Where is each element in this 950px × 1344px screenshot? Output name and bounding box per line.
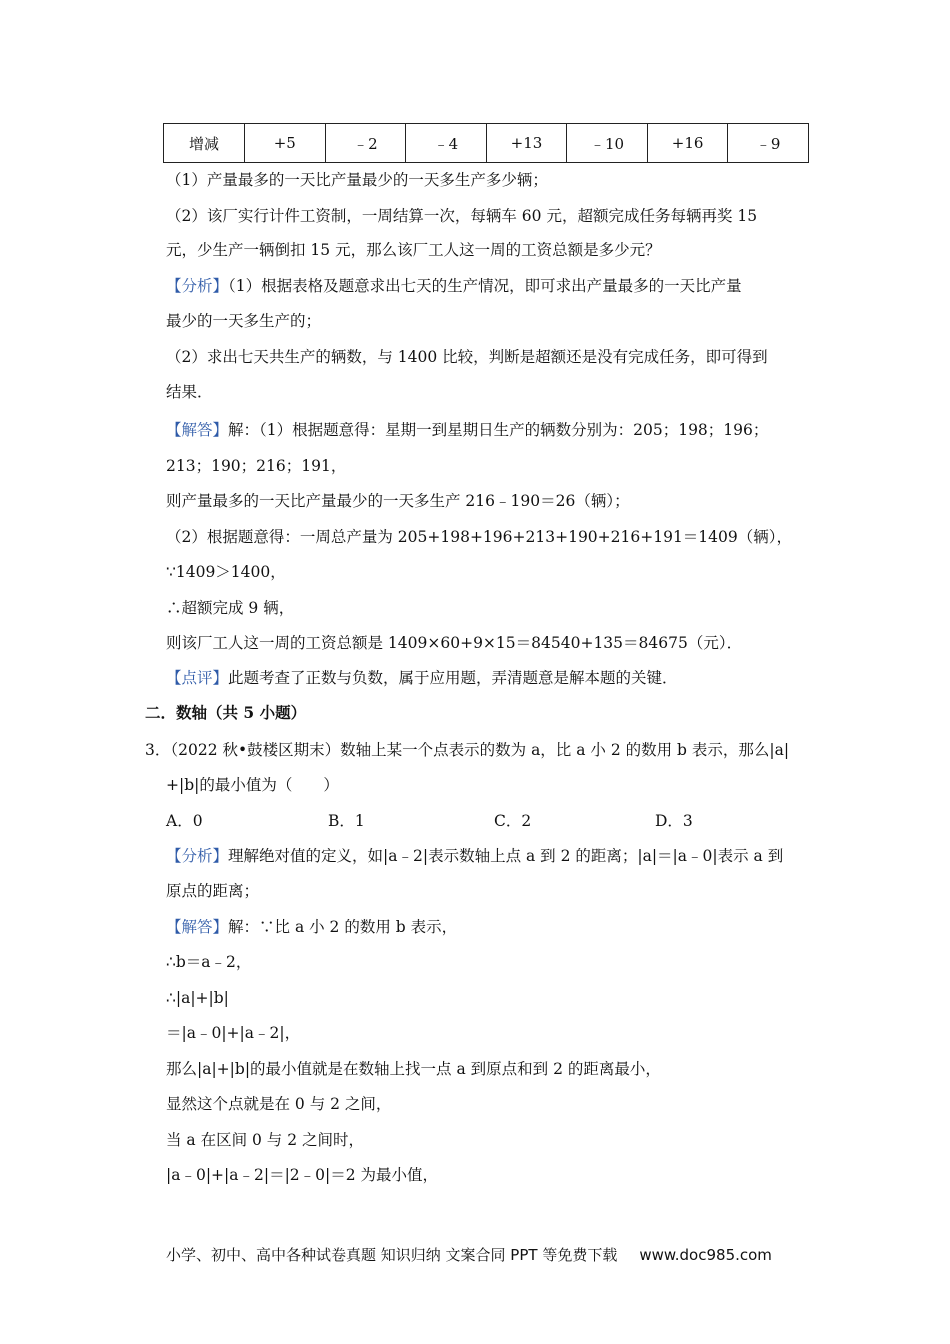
problem3-analysis bbox=[166, 846, 783, 866]
solution-text: 解：∵比 a 小 2 的数用 b 表示， bbox=[228, 918, 458, 936]
production-change-table bbox=[163, 123, 809, 163]
problem2-solution bbox=[166, 420, 768, 440]
problem3-solution-line2: ∴b＝a﹣2， bbox=[166, 953, 252, 971]
problem3-stem-line1 bbox=[145, 740, 789, 760]
problem3-analysis-line2: 原点的距离； bbox=[166, 882, 260, 900]
table-cell: ﹣2 bbox=[325, 124, 406, 163]
table-cell: +13 bbox=[486, 124, 567, 163]
problem2-solution-line3: 则产量最多的一天比产量最少的一天多生产 216﹣190＝26（辆）； bbox=[166, 492, 630, 510]
problem3-solution-line4: ＝|a﹣0|+|a﹣2|， bbox=[166, 1024, 301, 1042]
problem2-question1: （1）产量最多的一天比产量最少的一天多生产多少辆； bbox=[166, 171, 548, 189]
footer-url[interactable]: www.doc985.com bbox=[639, 1246, 772, 1264]
section-heading-number-line: 二．数轴（共 5 小题） bbox=[145, 703, 307, 722]
page-footer bbox=[166, 1244, 772, 1265]
problem3-solution-line7: 当 a 在区间 0 与 2 之间时， bbox=[166, 1131, 365, 1149]
table-cell: +16 bbox=[647, 124, 728, 163]
problem2-analysis-line3: （2）求出七天共生产的辆数，与 1400 比较，判断是超额还是没有完成任务，即可得到 bbox=[166, 348, 768, 366]
problem3-solution-line3: ∴|a|+|b| bbox=[166, 989, 229, 1007]
table-cell: ﹣10 bbox=[567, 124, 648, 163]
problem2-analysis-line4: 结果． bbox=[166, 383, 213, 401]
table-row bbox=[164, 124, 809, 163]
problem3-text: （2022 秋•鼓楼区期末）数轴上某一个点表示的数为 a，比 a 小 2 的数用 b 表示，那么|a| bbox=[170, 741, 790, 759]
problem2-question2-line1: （2）该厂实行计件工资制，一周结算一次，每辆车 60 元，超额完成任务每辆再奖 15 bbox=[166, 207, 758, 225]
problem2-analysis-line2: 最少的一天多生产的； bbox=[166, 312, 322, 330]
problem2-solution-line4: （2）根据题意得：一周总产量为 205+198+196+213+190+216+191＝1409（辆）， bbox=[166, 528, 793, 546]
problem2-solution-line7: 则该厂工人这一周的工资总额是 1409×60+9×15＝84540+135＝84675（元）． bbox=[166, 634, 743, 652]
table-cell: +5 bbox=[245, 124, 326, 163]
problem3-number: 3． bbox=[145, 741, 171, 759]
footer-text: 小学、初中、高中各种试卷真题 知识归纳 文案合同 PPT 等免费下载 bbox=[166, 1246, 618, 1264]
option-d: D．3 bbox=[655, 812, 693, 830]
problem2-question2-line2: 元，少生产一辆倒扣 15 元，那么该厂工人这一周的工资总额是多少元？ bbox=[166, 241, 661, 259]
analysis-text: 理解绝对值的定义，如|a﹣2|表示数轴上点 a 到 2 的距离；|a|＝|a﹣0|表示 a 到 bbox=[228, 847, 784, 865]
problem3-solution-line6: 显然这个点就是在 0 与 2 之间， bbox=[166, 1095, 392, 1113]
solution-tag: 【解答】 bbox=[166, 918, 229, 936]
solution-tag: 【解答】 bbox=[166, 421, 229, 439]
problem3-stem-line2: +|b|的最小值为（ ） bbox=[166, 776, 339, 794]
problem2-solution-line6: ∴超额完成 9 辆， bbox=[166, 599, 295, 617]
review-tag: 【点评】 bbox=[166, 669, 229, 687]
problem2-review bbox=[166, 668, 678, 688]
review-text: 此题考查了正数与负数，属于应用题，弄清题意是解本题的关键． bbox=[228, 669, 678, 687]
option-b: B．1 bbox=[328, 812, 365, 830]
problem3-solution-line8: |a﹣0|+|a﹣2|＝|2﹣0|＝2 为最小值， bbox=[166, 1166, 439, 1184]
analysis-tag: 【分析】 bbox=[166, 847, 229, 865]
solution-text: 解：（1）根据题意得：星期一到星期日生产的辆数分别为：205；198；196； bbox=[228, 421, 769, 439]
option-c: C．2 bbox=[494, 812, 532, 830]
table-header-cell: 增减 bbox=[164, 124, 245, 163]
problem2-solution-line5: ∵1409＞1400， bbox=[166, 563, 286, 581]
analysis-tag: 【分析】 bbox=[166, 277, 229, 295]
analysis-text: （1）根据表格及题意求出七天的生产情况，即可求出产量最多的一天比产量 bbox=[228, 277, 742, 295]
table-cell: ﹣4 bbox=[406, 124, 487, 163]
problem2-analysis bbox=[166, 276, 742, 296]
problem2-solution-line2: 213；190；216；191， bbox=[166, 457, 347, 475]
problem3-solution bbox=[166, 917, 457, 937]
option-a: A．0 bbox=[166, 812, 203, 830]
problem3-solution-line5: 那么|a|+|b|的最小值就是在数轴上找一点 a 到原点和到 2 的距离最小， bbox=[166, 1060, 661, 1078]
table-cell: ﹣9 bbox=[728, 124, 809, 163]
